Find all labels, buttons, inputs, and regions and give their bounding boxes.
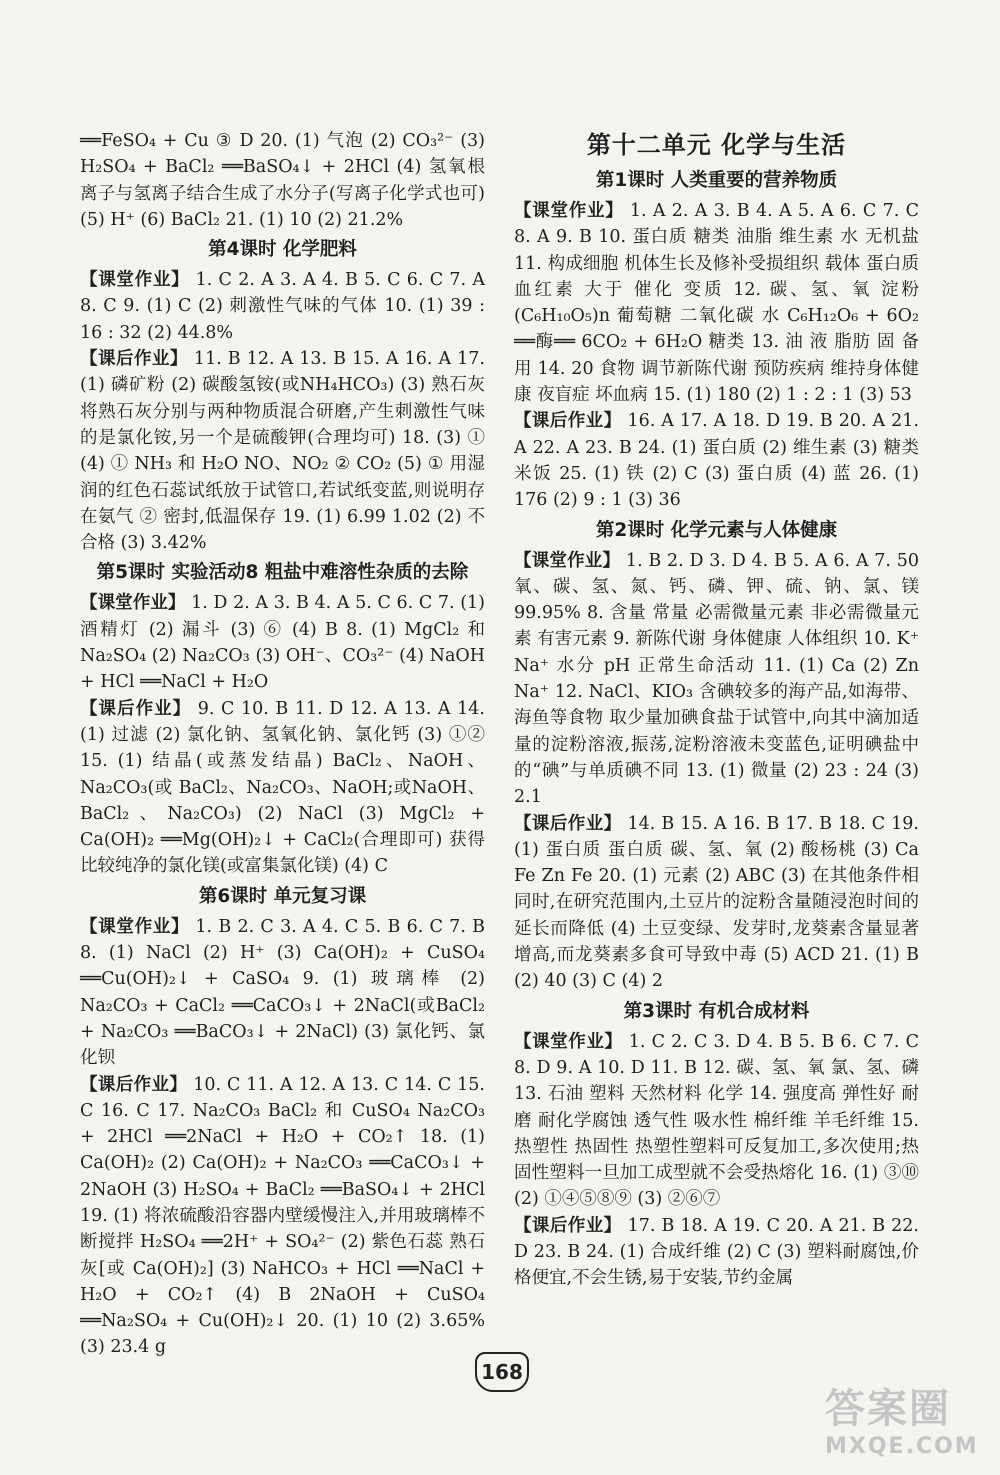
answer-label: 【课堂作业】 <box>80 593 186 614</box>
answer-paragraph: 【课后作业】 16. A 17. A 18. D 19. B 20. A 21. A 22. A 23. B 24. (1) 蛋白质 (2) 维生素 (3) 糖类 米饭 25. (1) 铁 (2) C (3) 蛋白质 (4) 蓝 26. (1) 176 (2) 9 : 1 (3) 36 <box>514 411 920 511</box>
answer-paragraph: 【课堂作业】 1. B 2. C 3. A 4. C 5. B 6. C 7. B 8. (1) NaCl (2) H⁺ (3) Ca(OH)₂ + CuSO₄ ══Cu(OH)₂↓ + CaSO₄ 9. (1) 玻璃棒 (2) Na₂CO₃ + CaCl₂ ══CaCO₃↓ + 2NaCl(或BaCl₂ + Na₂CO₃ ══BaCO₃↓ + 2NaCl) (3) 氯化钙、氯化钡 <box>80 916 485 1069</box>
answer-label: 【课堂作业】 <box>514 1031 623 1052</box>
section-heading: 第2课时 化学元素与人体健康 <box>595 519 838 541</box>
left-column <box>80 128 485 1361</box>
watermark-logo <box>825 1385 995 1470</box>
section-heading: 第5课时 实验活动8 粗盐中难溶性杂质的去除 <box>96 562 469 584</box>
answer-label: 【课后作业】 <box>514 1215 622 1236</box>
answer-label: 【课堂作业】 <box>514 550 621 571</box>
answer-label: 【课堂作业】 <box>514 201 624 221</box>
answer-label: 【课后作业】 <box>514 411 622 432</box>
answer-paragraph: 【课堂作业】 1. D 2. A 3. B 4. A 5. C 6. C 7. (1) 酒精灯 (2) 漏斗 (3) ⑥ (4) B 8. (1) MgCl₂ 和 Na₂SO₄ (2) Na₂CO₃ (3) OH⁻、CO₃²⁻ (4) NaOH + HCl ══NaCl + H₂O <box>80 593 485 693</box>
section-heading: 第1课时 人类重要的营养物质 <box>595 170 838 191</box>
answer-paragraph: 【课堂作业】 1. C 2. C 3. D 4. B 5. B 6. C 7. C 8. D 9. A 10. D 11. B 12. 碳、氢、氧 氯、氢、磷 13. 石油 塑料 天然材料 化学 14. 强度高 弹性好 耐磨 耐化学腐蚀 透气性 吸水性 棉纤维 羊毛纤维 15. 热塑性 热固性 热塑性塑料可反复加工,多次使用;热固性塑料一旦加工成型就不会受热熔化 16. (1) ③⑩ (2) ①④⑤⑧⑨ (3) ②⑥⑦ <box>514 1031 919 1210</box>
section-heading: 第3课时 有机合成材料 <box>623 1000 810 1022</box>
answer-paragraph: ══FeSO₄ + Cu ③ D 20. (1) 气泡 (2) CO₃²⁻ (3) H₂SO₄ + BaCl₂ ══BaSO₄↓ + 2HCl (4) 氢氧根离子与氢离子结合生成了水分子(写离子化学式也可) (5) H⁺ (6) BaCl₂ 21. (1) 10 (2) 21.2% <box>80 131 485 230</box>
answer-label: 【课堂作业】 <box>80 916 190 937</box>
answer-paragraph: 【课后作业】 11. B 12. A 13. B 15. A 16. A 17. (1) 磷矿粉 (2) 碳酸氢铵(或NH₄HCO₃) (3) 熟石灰 将熟石灰分别与两种物质混合研磨,产生刺激性气味的是氯化铵,另一个是硫酸钾(合理均可) 18. (3) ① (4) ① NH₃ 和 H₂O NO、NO₂ ② CO₂ (5) ① 用湿润的红色石蕊试纸放于试管口,若试纸变蓝,则说明存在氨气 ② 密封,低温保存 19. (1) 6.99 1.02 (2) 不合格 (3) 3.42% <box>80 349 485 554</box>
page-number: 168 <box>475 1352 529 1392</box>
unit-title: 第十二单元 化学与生活 <box>586 131 847 159</box>
answer-paragraph: 【课后作业】 9. C 10. B 11. D 12. A 13. A 14. (1) 过滤 (2) 氯化钠、氢氧化钠、氯化钙 (3) ①② 15. (1) 结晶(或蒸发结晶) BaCl₂、NaOH、Na₂CO₃(或 BaCl₂、Na₂CO₃、NaOH;或NaOH、BaCl₂、Na₂CO₃) (2) NaCl (3) MgCl₂ + Ca(OH)₂ ══Mg(OH)₂↓ + CaCl₂(合理即可) 获得比较纯净的氯化镁(或富集氯化镁) (4) C <box>80 698 485 877</box>
watermark-text: 答案圈 <box>825 1386 951 1432</box>
answer-label: 【课后作业】 <box>514 813 622 834</box>
answer-paragraph: 【课堂作业】 1. B 2. D 3. D 4. B 5. A 6. A 7. 50 氧、碳、氢、氮、钙、磷、钾、硫、钠、氯、镁 99.95% 8. 含量 常量 必需微量元素 非必需微量元素 有害元素 9. 新陈代谢 身体健康 人体组织 10. K⁺ Na⁺ 水分 pH 正常生命活动 11. (1) Ca (2) Zn Na⁺ 12. NaCl、KIO₃ 含碘较多的海产品,如海带、海鱼等食物 取少量加碘食盐于试管中,向其中滴加适量的淀粉溶液,振荡,淀粉溶液未变蓝色,证明碘盐中的“碘”与单质碘不同 13. (1) 微量 (2) 23 : 24 (3) 2.1 <box>514 550 919 808</box>
answer-label: 【课后作业】 <box>80 349 188 370</box>
answer-label: 【课后作业】 <box>80 1074 188 1095</box>
answer-label: 【课后作业】 <box>80 698 192 719</box>
right-column <box>514 128 919 1292</box>
answer-paragraph: 【课堂作业】 1. C 2. A 3. A 4. B 5. C 6. C 7. A 8. C 9. (1) C (2) 刺激性气味的气体 10. (1) 39 : 16 : 32 (2) 44.8% <box>80 270 486 343</box>
section-heading: 第4课时 化学肥料 <box>208 239 357 261</box>
answer-label: 【课堂作业】 <box>80 270 190 291</box>
watermark-url: MXQE.COM <box>825 1434 979 1459</box>
answer-paragraph: 【课堂作业】 1. A 2. A 3. B 4. A 5. A 6. C 7. C 8. A 9. B 10. 蛋白质 糖类 油脂 维生素 水 无机盐 11. 构成细胞 机体生长及修补受损组织 载体 蛋白质 血红素 大于 催化 变质 12. 碳、氢、氧 淀粉 (C₆H₁₀O₅)n 葡萄糖 二氧化碳 水 C₆H₁₂O₆ + 6O₂ ══酶══ 6CO₂ + 6H₂O 糖类 13. 油 液 脂肪 固 备用 14. 20 食物 调节新陈代谢 预防疾病 维持身体健康 夜盲症 坏血病 15. (1) 180 (2) 1 : 2 : 1 (3) 53 <box>514 201 919 406</box>
answer-paragraph: 【课后作业】 17. B 18. A 19. C 20. A 21. B 22. D 23. B 24. (1) 合成纤维 (2) C (3) 塑料耐腐蚀,价格便宜,不会生锈,易于安装,节约金属 <box>514 1215 919 1289</box>
answer-paragraph: 【课后作业】 10. C 11. A 12. A 13. C 14. C 15. C 16. C 17. Na₂CO₃ BaCl₂ 和 CuSO₄ Na₂CO₃ + 2HCl ══2NaCl + H₂O + CO₂↑ 18. (1) Ca(OH)₂ (2) Ca(OH)₂ + Na₂CO₃ ══CaCO₃↓ + 2NaOH (3) H₂SO₄ + BaCl₂ ══BaSO₄↓ + 2HCl 19. (1) 将浓硫酸沿容器内壁缓慢注入,并用玻璃棒不断搅拌 H₂SO₄ ══2H⁺ + SO₄²⁻ (2) 紫色石蕊 熟石灰[或 Ca(OH)₂] (3) NaHCO₃ + HCl ══NaCl + H₂O + CO₂↑ (4) B 2NaOH + CuSO₄ ══Na₂SO₄ + Cu(OH)₂↓ 20. (1) 10 (2) 3.65% (3) 23.4 g <box>80 1074 485 1358</box>
answer-paragraph: 【课后作业】 14. B 15. A 16. B 17. B 18. C 19. (1) 蛋白质 蛋白质 碳、氢、氧 (2) 酸杨桃 (3) Ca Fe Zn Fe 20. (1) 元素 (2) ABC (3) 在其他条件相同时,在研究范围内,土豆片的淀粉含量随浸泡时间的延长而降低 (4) 土豆变绿、发芽时,龙葵素含量显著增高,而龙葵素多食可导致中毒 (5) ACD 21. (1) B (2) 40 (3) C (4) 2 <box>514 813 919 992</box>
section-heading: 第6课时 单元复习课 <box>198 885 367 907</box>
